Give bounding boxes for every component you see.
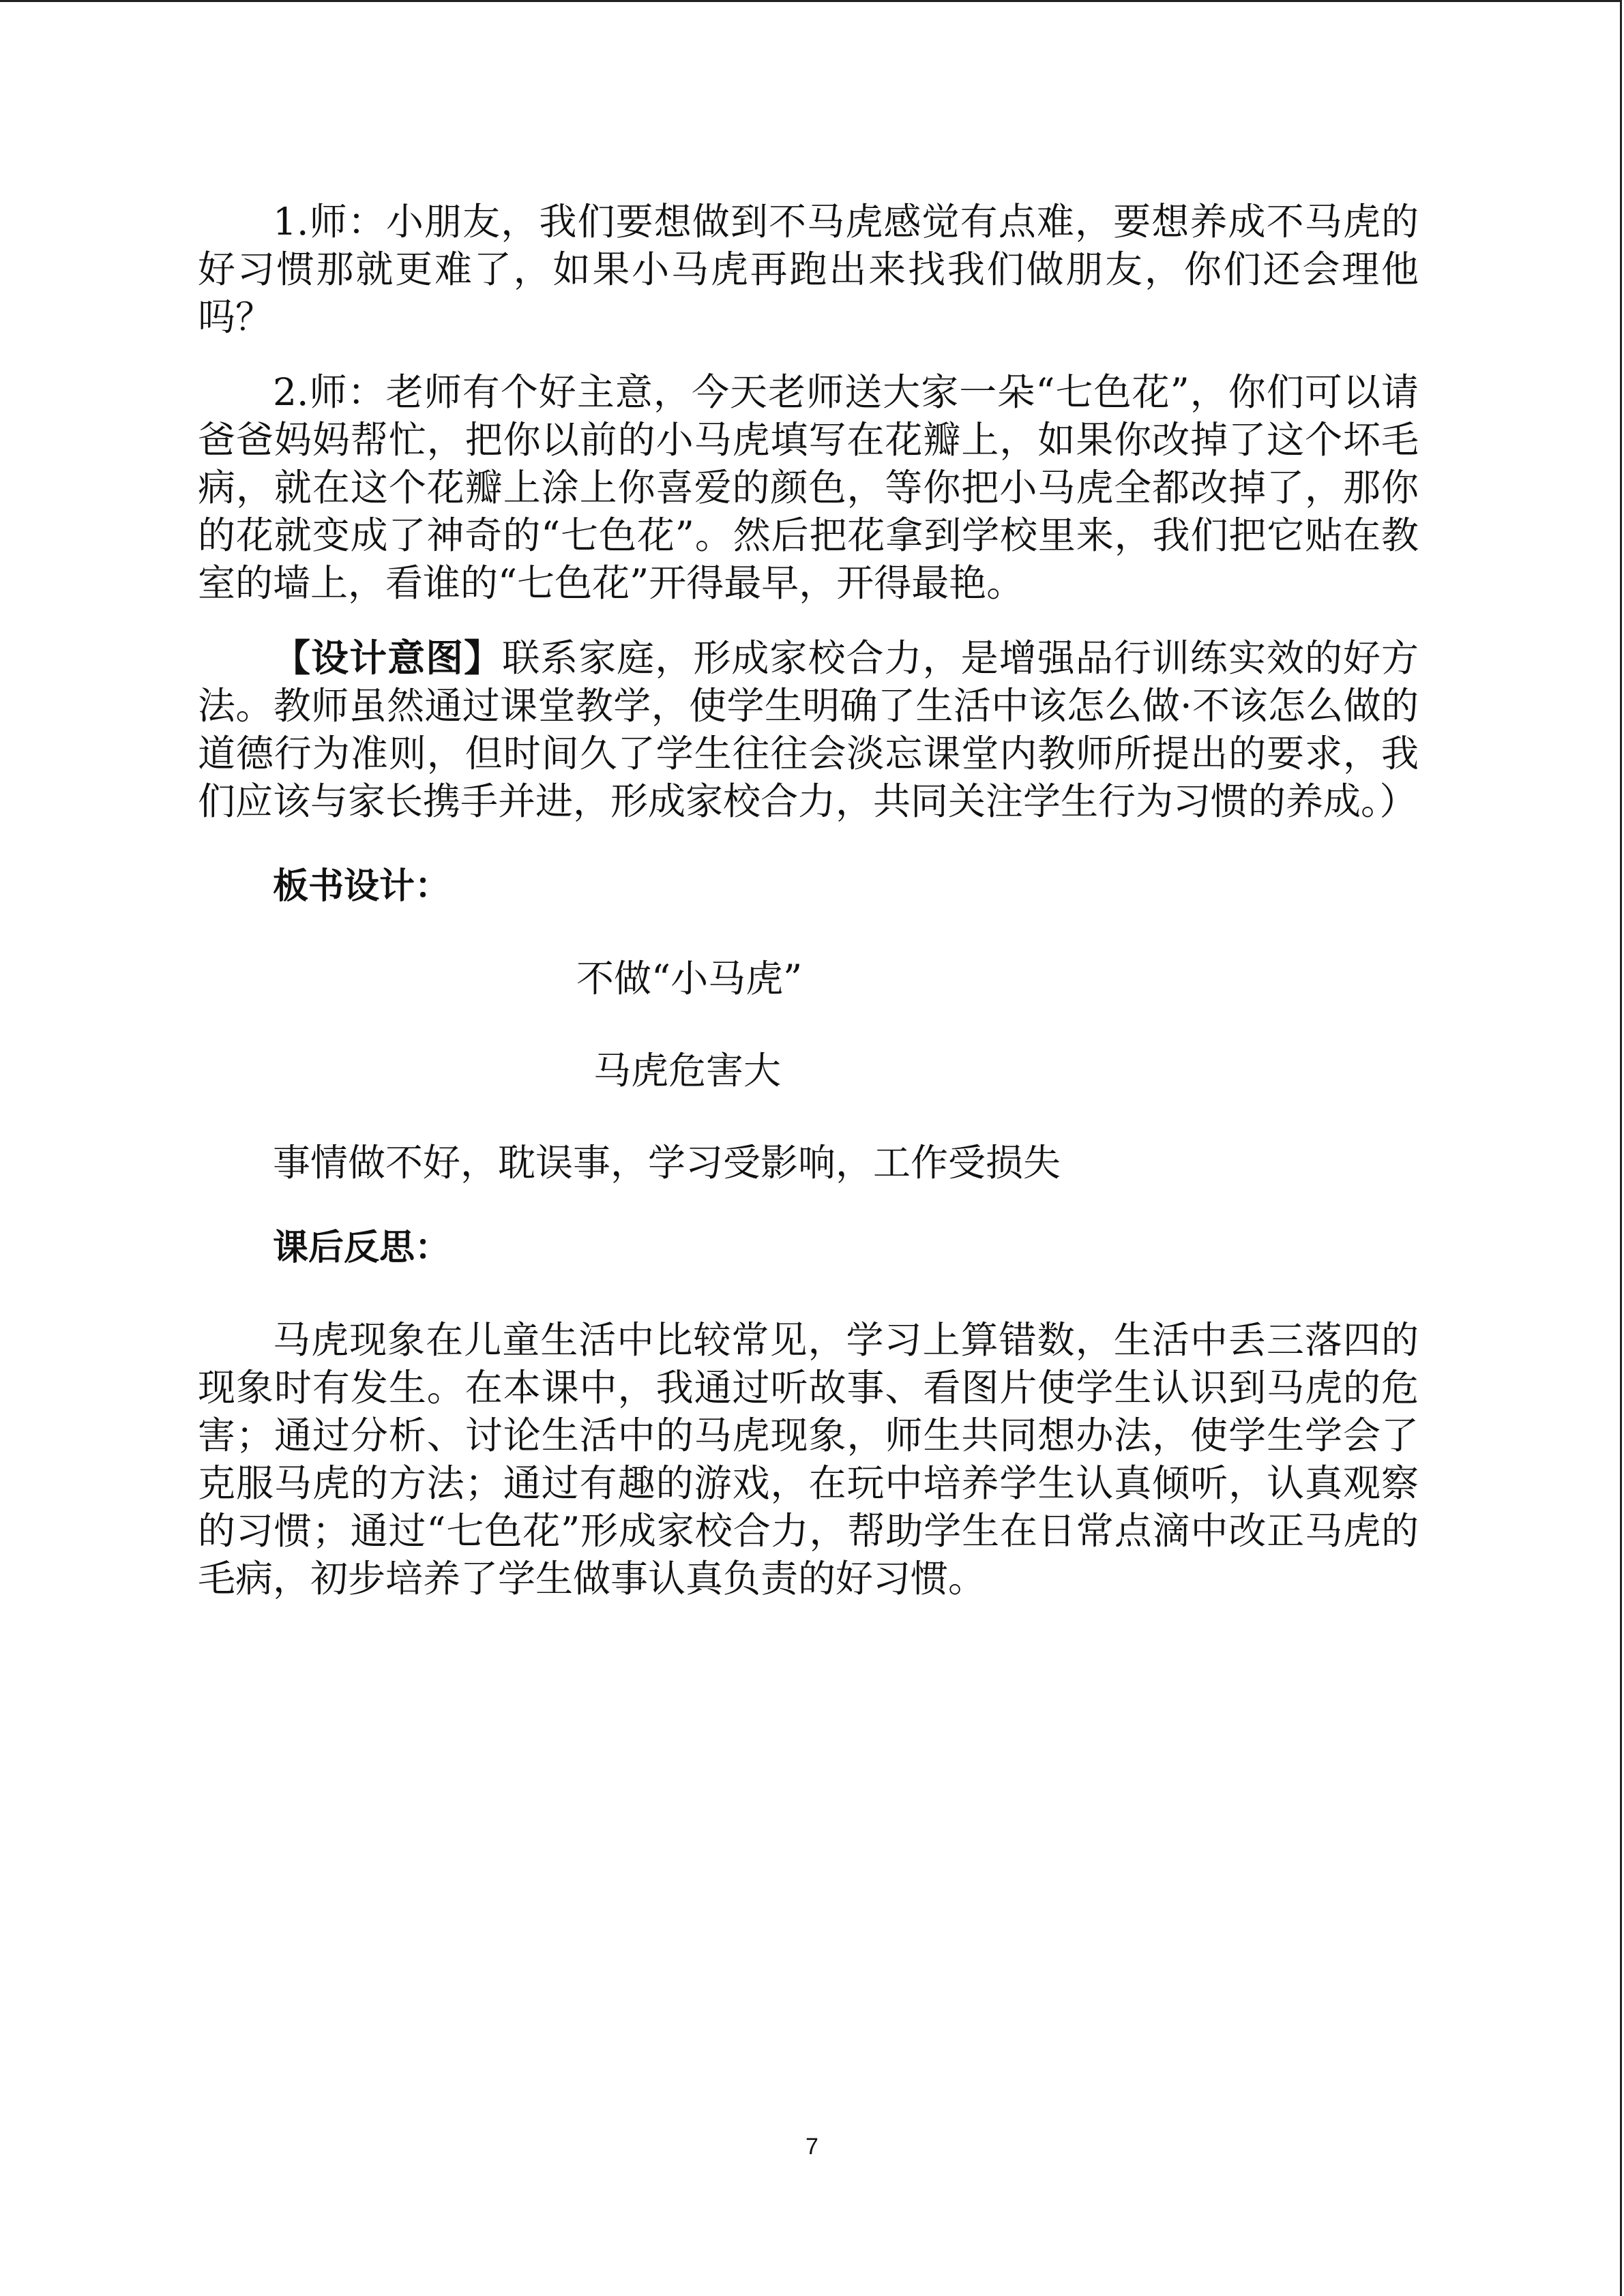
page-number: 7 bbox=[806, 2134, 818, 2160]
design-intent-label: 【设计意图】 bbox=[273, 636, 503, 680]
reflection-paragraph: 马虎现象在儿童生活中比较常见，学习上算错数，生活中丢三落四的现象时有发生。在本课中，我通过听故事、看图片使学生认识到马虎的危害；通过分析、讨论生活中的马虎现象，师生共同想办法，使学生学会了克服马虎的方法；通过有趣的游戏，在玩中培养学生认真倾听，认真观察的习惯；通过“七色花”形成家校合力，帮助学生在日常点滴中改正马虎的毛病，初步培养了学生做事认真负责的好习惯。 bbox=[198, 1318, 1419, 1600]
paragraph-design-intent bbox=[198, 634, 1419, 825]
reflection-heading: 课后反思： bbox=[273, 1227, 451, 1268]
design-intent-text: 联系家庭，形成家校合力，是增强品行训练实效的好方法。教师虽然通过课堂教学，使学生明确了生活中该怎么做·不该怎么做的道德行为准则，但时间久了学生往往会淡忘课堂内教师所提出的要求，我们应该与家长携手并进，形成家校合力，共同关注学生行为习惯的养成。） bbox=[198, 636, 1419, 823]
paragraph-teacher-question: 1.师：小朋友，我们要想做到不马虎感觉有点难，要想养成不马虎的好习惯那就更难了，如果小马虎再跑出来找我们做朋友，你们还会理他吗？ bbox=[198, 200, 1419, 339]
board-consequences: 事情做不好，耽误事，学习受影响，工作受损失 bbox=[273, 1141, 1061, 1184]
board-title: 不做“小马虎” bbox=[576, 957, 803, 1000]
paragraph-seven-color-flower: 2.师：老师有个好主意，今天老师送大家一朵“七色花”，你们可以请爸爸妈妈帮忙，把你以前的小马虎填写在花瓣上，如果你改掉了这个坏毛病，就在这个花瓣上涂上你喜爱的颜色，等你把小马虎全都改掉了，那你的花就变成了神奇的“七色花”。然后把花拿到学校里来，我们把它贴在教室的墙上，看谁的“七色花”开得最早，开得最艳。 bbox=[198, 370, 1419, 605]
board-design-heading: 板书设计： bbox=[273, 866, 451, 907]
board-subtitle: 马虎危害大 bbox=[593, 1049, 782, 1092]
document-body bbox=[198, 198, 1419, 1602]
